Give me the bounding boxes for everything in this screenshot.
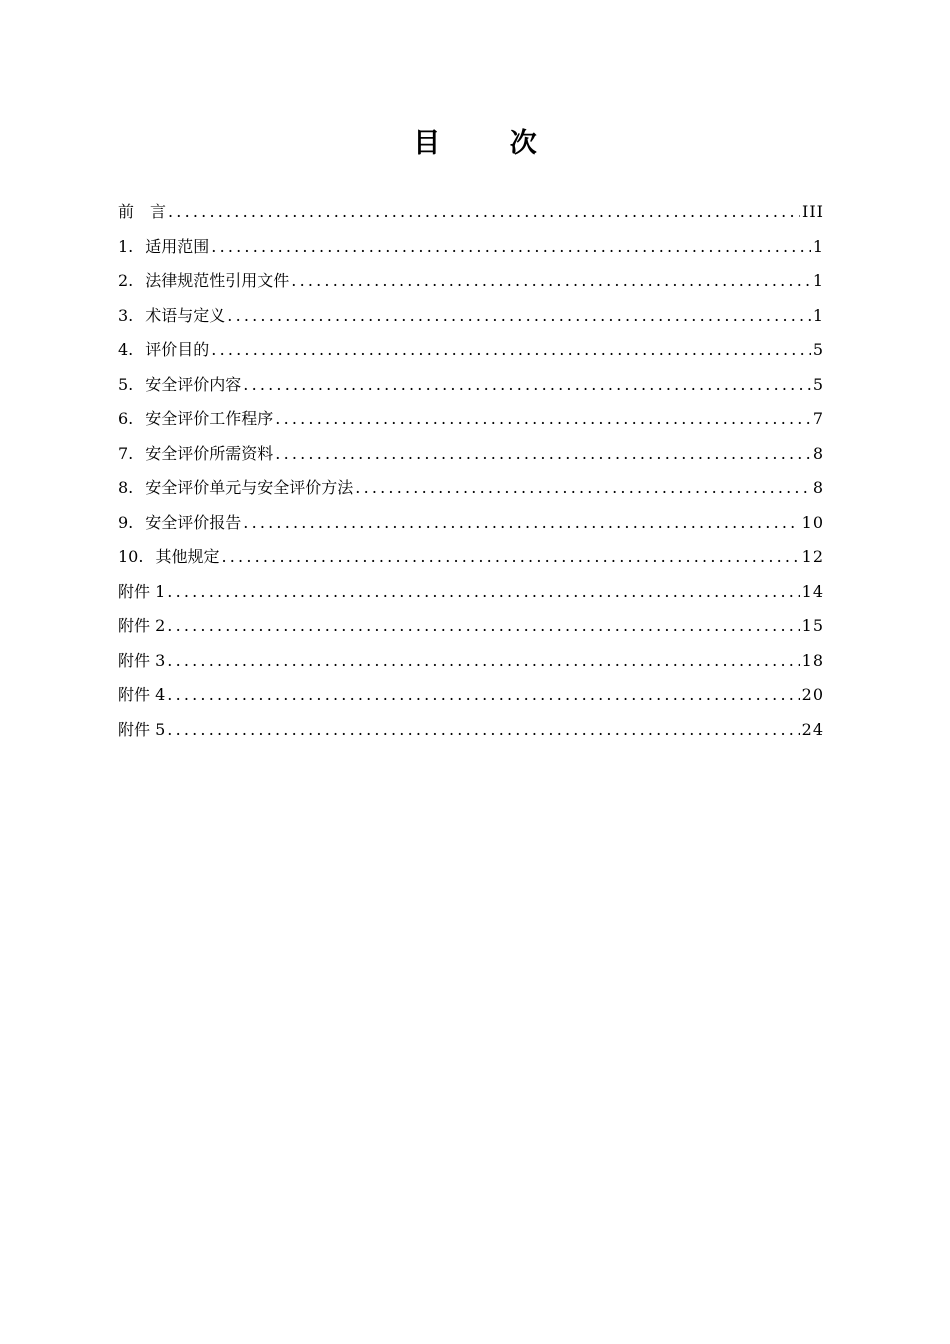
toc-entry-attachment-2[interactable] — [118, 609, 824, 644]
dot-leader — [221, 540, 799, 575]
toc-entry-page: 7 — [812, 409, 824, 428]
toc-entry-label: 附件 3 — [118, 650, 166, 670]
dot-leader — [243, 506, 799, 541]
toc-entry-label: 其他规定 — [155, 547, 220, 566]
dot-leader — [275, 437, 811, 472]
toc-entry-9[interactable] — [118, 506, 824, 541]
dot-leader — [168, 195, 800, 230]
toc-entry-page: 5 — [812, 374, 824, 394]
toc-entry-page: 8 — [812, 443, 824, 463]
toc-entry-number: 8. — [118, 478, 134, 497]
dot-leader — [211, 333, 811, 368]
toc-entry-10[interactable] — [118, 540, 824, 575]
toc-entry-page: 1 — [812, 305, 824, 325]
toc-entry-page: 15 — [801, 616, 824, 635]
toc-entry-label: 附件 2 — [118, 616, 166, 635]
toc-entry-page: 1 — [812, 236, 824, 256]
toc-entry-page: 14 — [801, 581, 824, 601]
toc-entry-label: 附件 5 — [118, 719, 166, 739]
page-title: 目 次 — [413, 128, 567, 159]
dot-leader — [243, 368, 811, 403]
toc-entry-3[interactable] — [118, 299, 824, 334]
toc-entry-attachment-1[interactable] — [118, 575, 824, 610]
dot-leader — [275, 402, 811, 437]
toc-entry-number: 4. — [118, 340, 134, 359]
toc-entry-label: 前 言 — [118, 202, 167, 221]
toc-entry-2[interactable] — [118, 264, 824, 299]
dot-leader — [291, 264, 811, 299]
toc-entry-number: 3. — [118, 305, 134, 325]
toc-entry-page: 18 — [801, 650, 824, 670]
dot-leader — [167, 644, 799, 679]
dot-leader — [167, 678, 799, 713]
toc-entry-page: 20 — [801, 685, 824, 704]
toc-entry-number: 1. — [118, 236, 134, 256]
toc-entry-page: 10 — [801, 512, 824, 532]
toc-entry-1[interactable] — [118, 230, 824, 265]
toc-entry-label: 附件 1 — [118, 581, 166, 601]
toc-entry-number: 10. — [118, 547, 144, 566]
toc-entry-number: 9. — [118, 512, 134, 532]
toc-entry-label: 适用范围 — [145, 236, 210, 256]
toc-entry-label: 术语与定义 — [145, 305, 226, 325]
toc-entry-number: 5. — [118, 374, 134, 394]
toc-entry-page: 1 — [812, 271, 824, 290]
toc-entry-7[interactable] — [118, 437, 824, 472]
toc-entry-preface[interactable] — [118, 195, 824, 230]
toc-entry-attachment-3[interactable] — [118, 644, 824, 679]
toc-entry-label: 附件 4 — [118, 685, 166, 704]
toc-entry-attachment-5[interactable] — [118, 713, 824, 748]
toc-entry-4[interactable] — [118, 333, 824, 368]
toc-entry-page: 5 — [812, 340, 824, 359]
toc-entry-page: 24 — [801, 719, 824, 739]
dot-leader — [167, 575, 799, 610]
dot-leader — [167, 713, 799, 748]
dot-leader — [227, 299, 811, 334]
toc-entry-6[interactable] — [118, 402, 824, 437]
toc-entry-number: 6. — [118, 409, 134, 428]
dot-leader — [167, 609, 799, 644]
toc-entry-label: 安全评价报告 — [145, 512, 242, 532]
toc-entry-5[interactable] — [118, 368, 824, 403]
toc-entry-number: 7. — [118, 443, 134, 463]
table-of-contents — [118, 195, 824, 747]
toc-entry-label: 安全评价所需资料 — [145, 443, 274, 463]
dot-leader — [355, 471, 811, 506]
dot-leader — [211, 230, 811, 265]
toc-entry-page: III — [802, 202, 824, 221]
toc-entry-label: 安全评价内容 — [145, 374, 242, 394]
toc-entry-page: 12 — [801, 547, 824, 566]
toc-entry-label: 安全评价单元与安全评价方法 — [145, 478, 354, 497]
toc-entry-label: 法律规范性引用文件 — [145, 271, 290, 290]
toc-entry-number: 2. — [118, 271, 134, 290]
toc-entry-label: 评价目的 — [145, 340, 210, 359]
toc-entry-label: 安全评价工作程序 — [145, 409, 274, 428]
toc-entry-8[interactable] — [118, 471, 824, 506]
toc-entry-attachment-4[interactable] — [118, 678, 824, 713]
toc-entry-page: 8 — [812, 478, 824, 497]
